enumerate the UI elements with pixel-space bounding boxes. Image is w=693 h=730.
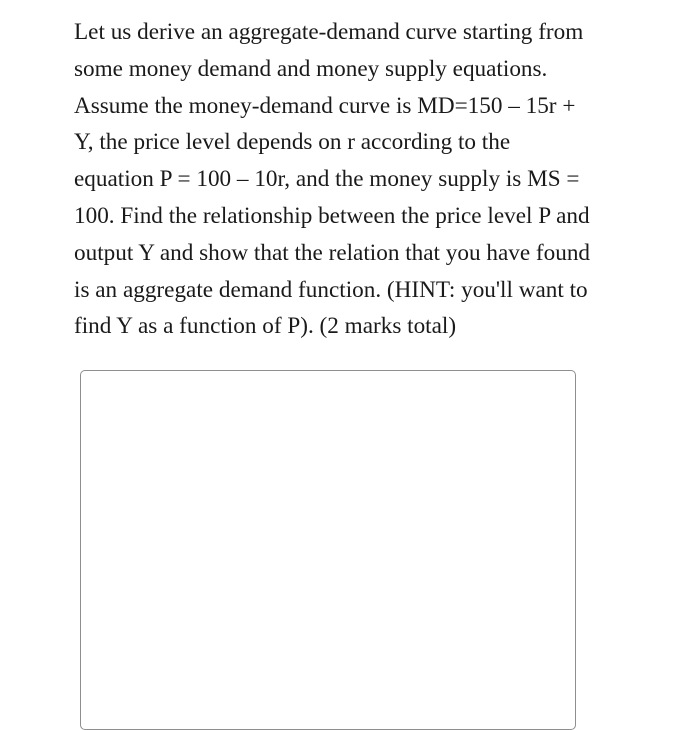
question-text: [74, 14, 664, 345]
question-line: some money demand and money supply equations.: [74, 55, 548, 82]
question-line: 100. Find the relationship between the price level P and: [74, 202, 590, 229]
question-line: is an aggregate demand function. (HINT: you'll want to: [74, 276, 588, 303]
question-line: find Y as a function of P). (2 marks total): [74, 313, 457, 340]
question-line: Let us derive an aggregate-demand curve starting from: [74, 19, 584, 45]
answer-textarea[interactable]: [80, 370, 576, 730]
question-line: equation P = 100 – 10r, and the money supply is MS =: [74, 166, 580, 193]
question-line: Assume the money-demand curve is MD=150 – 15r +: [74, 92, 576, 119]
question-line: Y, the price level depends on r according to the: [74, 129, 511, 156]
question-line: output Y and show that the relation that you have found: [74, 239, 591, 266]
